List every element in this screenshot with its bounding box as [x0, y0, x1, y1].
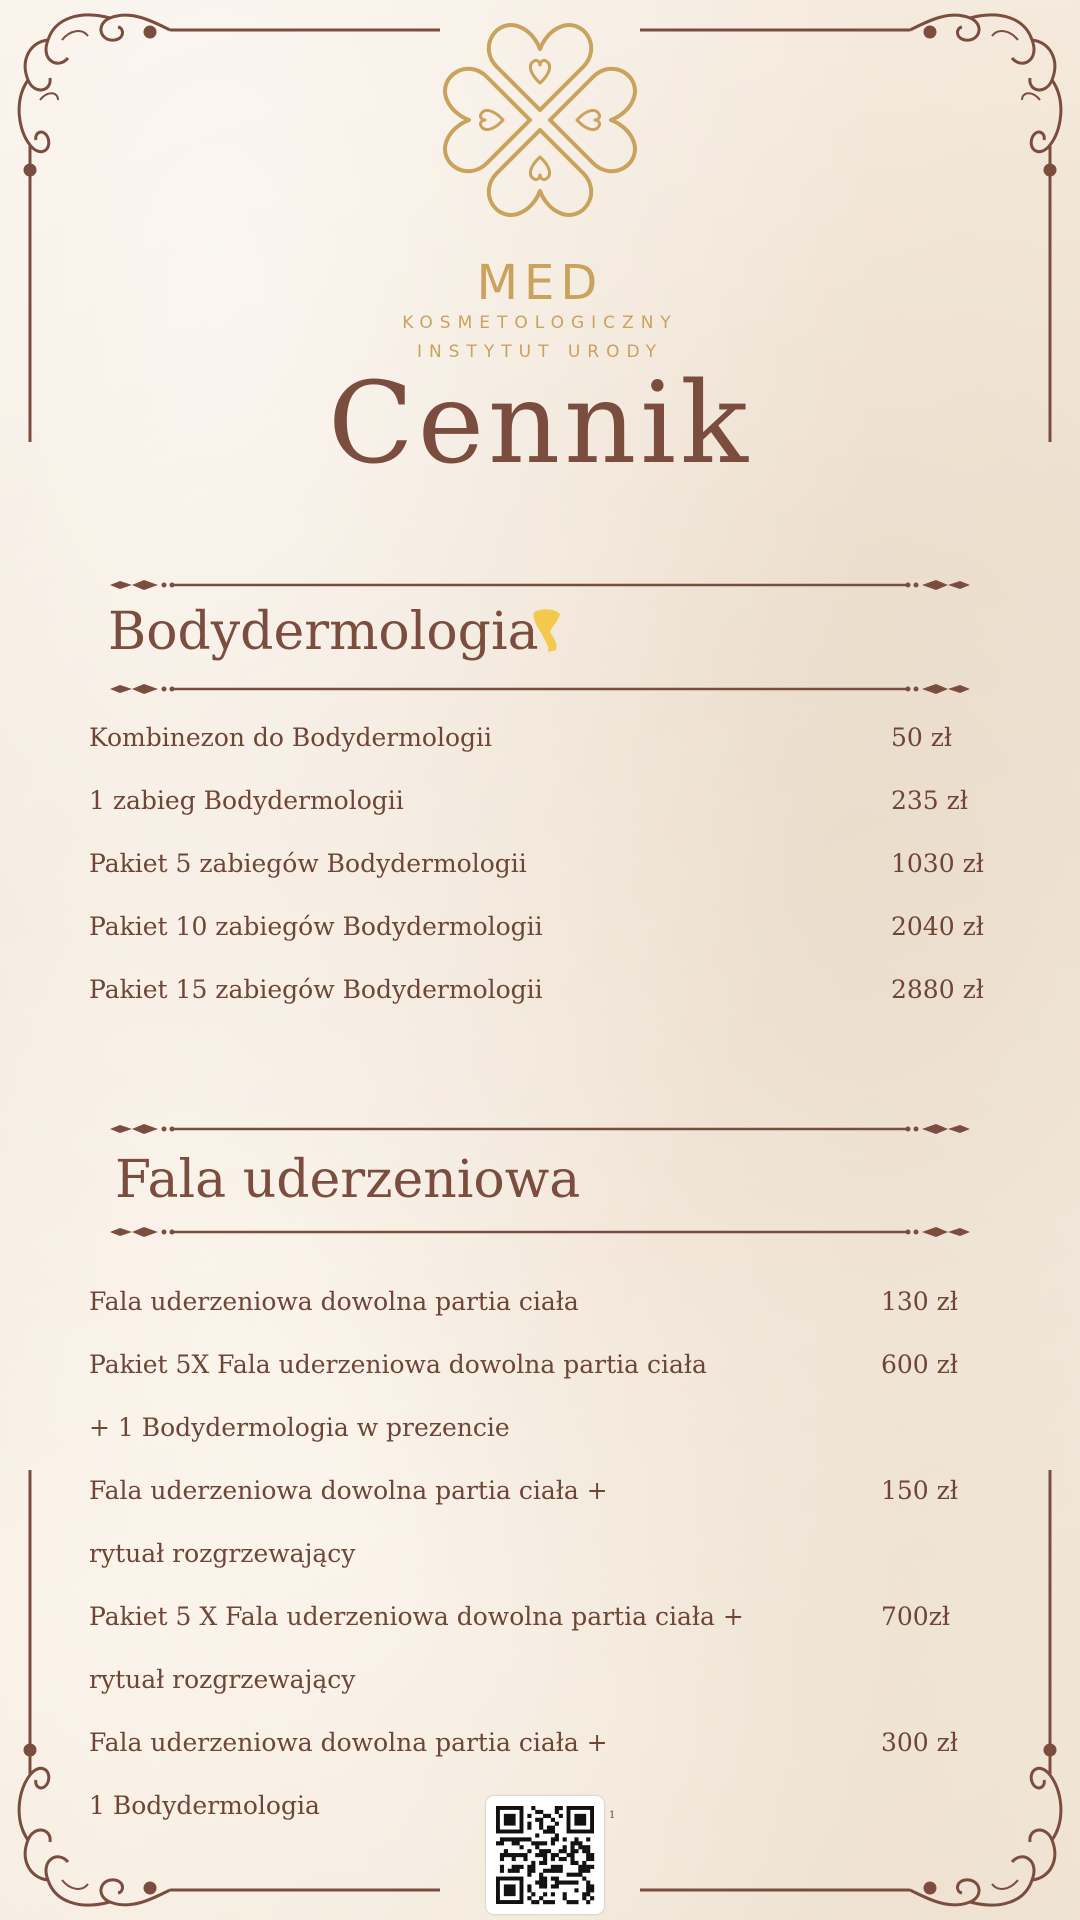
- price-row: [0, 786, 1080, 826]
- page-title: Cennik: [328, 359, 752, 489]
- qr-code[interactable]: [486, 1796, 604, 1914]
- price-row: [0, 1350, 1080, 1390]
- brand-tagline-1: KOSMETOLOGICZNY: [402, 313, 678, 333]
- section-divider: [110, 1119, 970, 1139]
- service-name: rytuał rozgrzewający: [89, 1665, 356, 1694]
- price-row: [0, 849, 1080, 889]
- brand-name: MED: [476, 255, 604, 311]
- service-price: 150 zł: [881, 1476, 958, 1505]
- service-name: rytuał rozgrzewający: [89, 1539, 356, 1568]
- price-row: [0, 723, 1080, 763]
- service-name: 1 Bodydermologia: [89, 1791, 320, 1820]
- service-price: 130 zł: [881, 1287, 958, 1316]
- price-row: [0, 1665, 1080, 1705]
- service-price: 2040 zł: [891, 912, 984, 941]
- price-row: [0, 1287, 1080, 1327]
- price-row: [0, 1539, 1080, 1579]
- leg-icon: [528, 606, 568, 656]
- section-title-fala-uderzeniowa: Fala uderzeniowa: [115, 1150, 581, 1210]
- service-name: Pakiet 5 zabiegów Bodydermologii: [89, 849, 527, 878]
- service-name: Fala uderzeniowa dowolna partia ciała +: [89, 1728, 608, 1757]
- service-price: 235 zł: [891, 786, 968, 815]
- qr-note: 1: [609, 1810, 616, 1821]
- section-title-bodydermologia: Bodydermologia: [108, 602, 539, 662]
- service-name: Pakiet 5X Fala uderzeniowa dowolna partia ciała: [89, 1350, 707, 1379]
- price-row: [0, 1476, 1080, 1516]
- section-divider: [110, 1222, 970, 1242]
- section-divider: [110, 679, 970, 699]
- service-name: Kombinezon do Bodydermologii: [89, 723, 493, 752]
- price-row: [0, 975, 1080, 1015]
- price-row: [0, 1602, 1080, 1642]
- service-price: 700zł: [881, 1602, 950, 1631]
- price-row: [0, 1413, 1080, 1453]
- service-name: Pakiet 10 zabiegów Bodydermologii: [89, 912, 543, 941]
- service-name: Fala uderzeniowa dowolna partia ciała: [89, 1287, 579, 1316]
- service-name: Pakiet 15 zabiegów Bodydermologii: [89, 975, 543, 1004]
- service-name: + 1 Bodydermologia w prezencie: [89, 1413, 510, 1442]
- service-name: Pakiet 5 X Fala uderzeniowa dowolna partia ciała +: [89, 1602, 744, 1631]
- service-name: Fala uderzeniowa dowolna partia ciała +: [89, 1476, 608, 1505]
- qr-code-icon: [486, 1796, 604, 1914]
- service-name: 1 zabieg Bodydermologii: [89, 786, 404, 815]
- service-price: 1030 zł: [891, 849, 984, 878]
- service-price: 2880 zł: [891, 975, 984, 1004]
- price-row: [0, 1728, 1080, 1768]
- service-price: 300 zł: [881, 1728, 958, 1757]
- service-price: 600 zł: [881, 1350, 958, 1379]
- heart-knot-logo-icon: [435, 15, 645, 225]
- section-divider: [110, 575, 970, 595]
- brand-logo: [0, 15, 1080, 362]
- brand-tagline-2: INSTYTUT URODY: [416, 342, 664, 362]
- price-row: [0, 912, 1080, 952]
- service-price: 50 zł: [891, 723, 953, 752]
